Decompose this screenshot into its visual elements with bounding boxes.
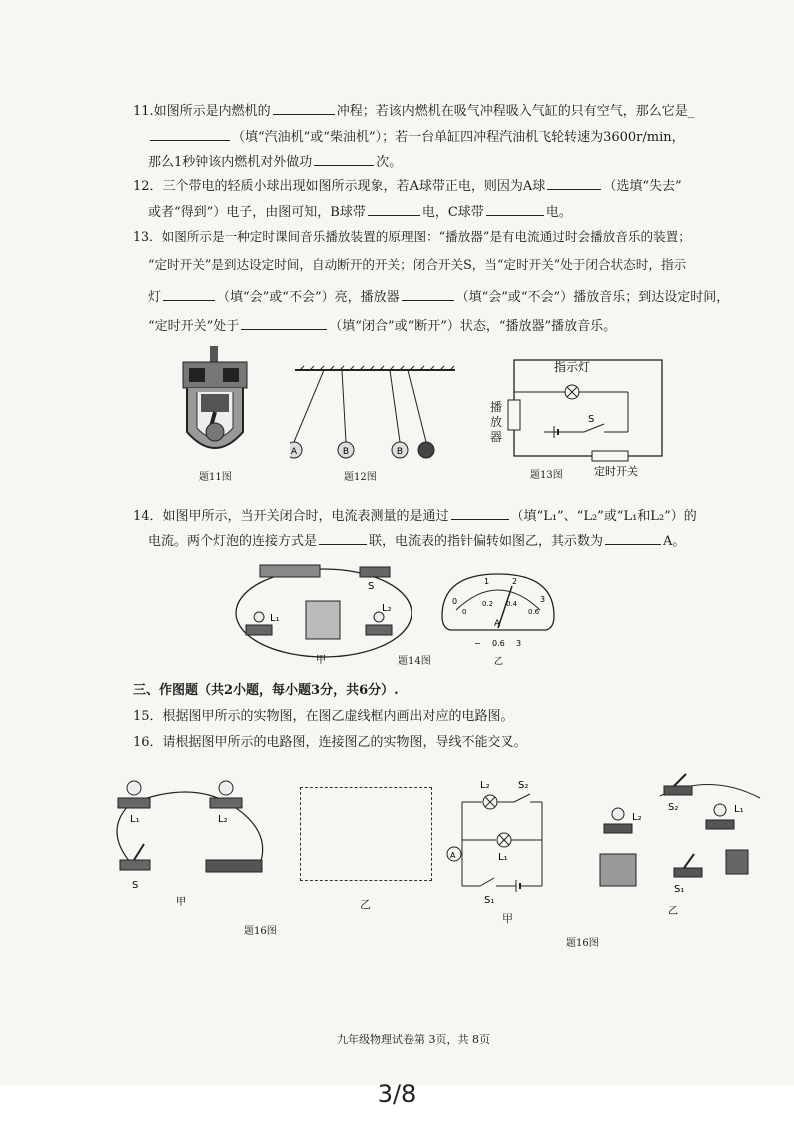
scale-bottom-2: 0.4 bbox=[506, 600, 518, 608]
q11-blank1[interactable] bbox=[273, 100, 335, 115]
q14-blank3[interactable] bbox=[605, 530, 661, 545]
q12-line1 bbox=[133, 175, 682, 196]
fig16-yi-label: 乙 bbox=[668, 906, 678, 917]
q16-text: 16．请根据图甲所示的电路图，连接图乙的实物图，导线不能交叉。 bbox=[133, 735, 527, 750]
balls-figure bbox=[290, 360, 460, 470]
q13-text-c: （填“会”或“不会”）播放音乐；到达设定时间， bbox=[455, 290, 730, 305]
fig15-jia bbox=[100, 770, 280, 910]
fig16-l1-label: L₁ bbox=[498, 852, 508, 863]
switch-s-label: S bbox=[588, 414, 595, 425]
fig14-jia-label: 甲 bbox=[316, 655, 326, 666]
q12-blank2[interactable] bbox=[368, 201, 420, 216]
fig14-ammeter bbox=[434, 566, 564, 670]
q13-line4 bbox=[148, 315, 616, 336]
scale-top-0: 0 bbox=[452, 597, 458, 606]
ball-a-label: A bbox=[290, 447, 298, 457]
terminal-neg: − bbox=[474, 639, 481, 648]
q14-text-d: 联，电流表的指针偏转如图乙，其示数为 bbox=[369, 534, 604, 549]
page-indicator: 3/8 bbox=[377, 1080, 417, 1108]
fig14-l1-label: L₁ bbox=[270, 613, 280, 624]
page-footer: 九年级物理试卷第 3页，共 8页 bbox=[337, 1033, 490, 1046]
fig16-jia-label: 甲 bbox=[502, 912, 513, 925]
fig16-yi-l2-label: L₂ bbox=[632, 812, 642, 823]
q12-text-b: （选填“失去” bbox=[603, 179, 682, 194]
scale-top-1: 1 bbox=[484, 577, 490, 586]
q14-blank1[interactable] bbox=[451, 505, 509, 520]
ball-b2-label: B bbox=[396, 447, 404, 457]
q14-blank2[interactable] bbox=[319, 530, 367, 545]
fig15-s-label: S bbox=[132, 880, 139, 891]
engine-figure bbox=[175, 342, 255, 467]
q12-blank1[interactable] bbox=[547, 175, 601, 190]
q12-text-e: 电。 bbox=[545, 205, 572, 220]
q11-line3 bbox=[148, 151, 402, 172]
player-label: 播放器 bbox=[490, 400, 503, 444]
scale-bottom-3: 0.6 bbox=[528, 608, 540, 616]
q14-line1 bbox=[133, 505, 697, 526]
q15-text: 15．根据图甲所示的实物图，在图乙虚线框内画出对应的电路图。 bbox=[133, 709, 514, 724]
fig16-jia bbox=[440, 768, 562, 908]
scale-bottom-1: 0.2 bbox=[482, 600, 494, 608]
fig16-yi-l1-label: L₁ bbox=[734, 804, 744, 815]
fig14-yi-label: 乙 bbox=[494, 657, 504, 667]
fig16-ammeter-label: A bbox=[450, 851, 456, 860]
q13-blank1[interactable] bbox=[163, 286, 215, 301]
q13-text-b: （填“会”或“不会”）亮，播放器 bbox=[217, 290, 400, 305]
q11-text-c: （填“汽油机”或“柴油机”）；若一台单缸四冲程汽油机飞轮转速为3600r/min， bbox=[232, 130, 685, 145]
q13-blank2[interactable] bbox=[402, 286, 454, 301]
terminal-3: 3 bbox=[516, 639, 522, 648]
q14-text-b: （填“L₁”、“L₂”或“L₁和L₂”）的 bbox=[510, 509, 697, 524]
q12-text-c: 或者“得到”）电子，由图可知，B球带 bbox=[148, 205, 366, 220]
fig16-s1-label: S₁ bbox=[484, 895, 495, 906]
q11-line2 bbox=[148, 126, 685, 147]
q13-blank3[interactable] bbox=[241, 315, 327, 330]
indicator-lamp-label: 指示灯 bbox=[554, 360, 591, 374]
terminal-06: 0.6 bbox=[492, 639, 505, 648]
section3-title: 三、作图题（共2小题，每小题3分，共6分）. bbox=[133, 683, 399, 698]
q11-line1 bbox=[133, 100, 694, 121]
q12-line2 bbox=[148, 201, 572, 222]
q11-blank3[interactable] bbox=[314, 151, 374, 166]
timer-switch-label: 定时开关 bbox=[594, 465, 638, 478]
fig16-yi-s1-label: S₁ bbox=[674, 884, 685, 895]
q14-text-c: 电流。两个灯泡的连接方式是 bbox=[148, 534, 318, 549]
fig13-caption: 题13图 bbox=[530, 470, 563, 481]
fig14-switch-label: S bbox=[368, 581, 375, 592]
fig16-yi-s2-label: S₂ bbox=[668, 802, 679, 813]
q12-blank3[interactable] bbox=[486, 201, 544, 216]
q12-text-d: 电，C球带 bbox=[421, 205, 484, 220]
fig16-yi bbox=[590, 768, 770, 918]
scale-top-2: 2 bbox=[512, 577, 518, 586]
q11-text-d: 那么1秒钟该内燃机对外做功 bbox=[148, 155, 313, 170]
fig14-l2-label: L₂ bbox=[382, 603, 392, 614]
q13-text-a: 灯 bbox=[148, 290, 162, 305]
fig15-l1-label: L₁ bbox=[130, 814, 140, 825]
q13-text-e: （填“闭合”或“断开”）状态，“播放器”播放音乐。 bbox=[329, 319, 617, 334]
fig11-caption: 题11图 bbox=[199, 472, 232, 483]
q14-text-a: 14．如图甲所示，当开关闭合时，电流表测量的是通过 bbox=[133, 509, 449, 524]
fig12-caption: 题12图 bbox=[344, 472, 377, 483]
fig15-yi-label: 乙 bbox=[360, 898, 371, 911]
fig14-caption: 题14图 bbox=[398, 656, 431, 667]
fig14-jia bbox=[232, 553, 412, 668]
q11-text-a: 11.如图所示是内燃机的 bbox=[133, 104, 271, 119]
q11-text-e: 次。 bbox=[376, 155, 403, 170]
q13-text-d: “定时开关”处于 bbox=[148, 319, 240, 334]
q13-line3 bbox=[148, 286, 729, 307]
q13-line1: 13．如图所示是一种定时课间音乐播放装置的原理图：“播放器”是有电流通过时会播放音乐的装置； bbox=[133, 229, 691, 244]
fig15-caption: 题16图 bbox=[244, 926, 277, 937]
fig16-l2-label: L₂ bbox=[480, 780, 490, 791]
scale-bottom-0: 0 bbox=[462, 608, 467, 616]
q14-text-e: A。 bbox=[663, 534, 686, 549]
scale-top-3: 3 bbox=[540, 595, 546, 604]
fig16-s2-label: S₂ bbox=[518, 780, 529, 791]
fig16-caption: 题16图 bbox=[566, 938, 599, 949]
q11-text-b: 冲程；若该内燃机在吸气冲程吸入气缸的只有空气，那么它是_ bbox=[336, 104, 695, 119]
ball-b-label: B bbox=[342, 447, 350, 457]
fig15-answer-box[interactable] bbox=[300, 787, 432, 881]
timer-circuit-figure bbox=[488, 352, 668, 480]
fig15-jia-label: 甲 bbox=[176, 897, 186, 908]
q13-line2: “定时开关”是到达设定时间，自动断开的开关；闭合开关S，当“定时开关”处于闭合状态时，指示 bbox=[148, 257, 687, 272]
q11-blank2[interactable] bbox=[150, 126, 230, 141]
fig15-l2-label: L₂ bbox=[218, 814, 228, 825]
q14-line2 bbox=[148, 530, 685, 551]
ammeter-a-label: A bbox=[494, 619, 501, 629]
q12-text-a: 12．三个带电的轻质小球出现如图所示现象，若A球带正电，则因为A球 bbox=[133, 179, 546, 194]
